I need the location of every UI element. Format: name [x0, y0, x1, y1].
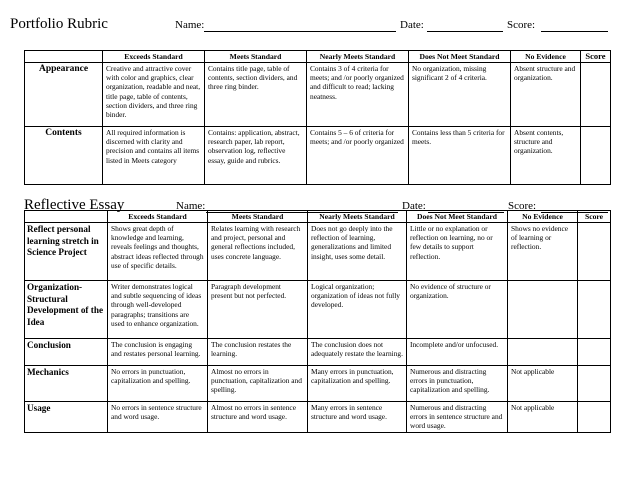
col-header-score: Score: [581, 51, 611, 63]
reflective-table: [24, 210, 611, 433]
table-cell: All required information is discerned with clarity and precision and contains all items listed in Meets category: [103, 127, 205, 185]
portfolio-score-label: Score:: [507, 19, 536, 31]
col-header-does-not: Does Not Meet Standard: [409, 51, 511, 63]
table-cell: Numerous and distracting errors in sentence structure and word usage.: [407, 402, 508, 433]
portfolio-table: [24, 50, 611, 185]
table-cell: Numerous and distracting errors in punctuation, capitalization and spelling.: [407, 366, 508, 402]
table-cell: No evidence of structure or organization.: [407, 281, 508, 339]
table-cell: Relates learning with research and project, personal and general reflections included, uses concrete language.: [208, 223, 308, 281]
reflective-name-label: Name:: [176, 200, 206, 212]
col-header-exceeds: Exceeds Standard: [103, 51, 205, 63]
table-cell: Does not go deeply into the reflection of learning, generalizations and limited insight, uses some detail.: [308, 223, 407, 281]
table-cell: Little or no explanation or reflection on learning, no or few details to support reflection.: [407, 223, 508, 281]
table-cell: Writer demonstrates logical and subtle sequencing of ideas through well-developed paragraphs; transitions are used to enhance organization.: [108, 281, 208, 339]
table-cell: Contains title page, table of contents, section dividers, and three ring binder.: [205, 63, 307, 127]
portfolio-date-line[interactable]: [427, 31, 503, 32]
table-cell: Absent contents, structure and organization.: [511, 127, 581, 185]
col-header-nearly: Nearly Meets Standard: [307, 51, 409, 63]
portfolio-date-label: Date:: [400, 19, 424, 31]
criterion-appearance: Appearance: [25, 63, 103, 127]
criterion-conclusion: Conclusion: [25, 339, 108, 366]
table-cell: Many errors in punctuation, capitalization and spelling.: [308, 366, 407, 402]
table-cell: Incomplete and/or unfocused.: [407, 339, 508, 366]
portfolio-name-line[interactable]: [204, 31, 396, 32]
corner-cell: [25, 211, 108, 223]
table-cell: Not applicable: [508, 366, 578, 402]
reflective-date-label: Date:: [402, 200, 426, 212]
table-cell: Shows no evidence of learning or reflection.: [508, 223, 578, 281]
portfolio-title: Portfolio Rubric: [10, 16, 108, 32]
table-cell: Almost no errors in sentence structure and word usage.: [208, 402, 308, 433]
score-cell[interactable]: [578, 223, 611, 281]
score-cell[interactable]: [578, 339, 611, 366]
reflective-title: Reflective Essay: [24, 197, 125, 213]
table-cell: Contains 3 of 4 criteria for meets; and /or poorly organized and difficult to read; lacking neatness.: [307, 63, 409, 127]
table-cell: [508, 339, 578, 366]
col-header-no-evidence: No Evidence: [511, 51, 581, 63]
criterion-mechanics: Mechanics: [25, 366, 108, 402]
table-cell: The conclusion is engaging and restates personal learning.: [108, 339, 208, 366]
reflective-header-row: [25, 211, 611, 223]
table-cell: [205, 127, 307, 185]
criterion-reflect: Reflect personal learning stretch in Science Project: [25, 223, 108, 281]
table-cell: The conclusion does not adequately restate the learning.: [308, 339, 407, 366]
table-row: [25, 281, 611, 339]
table-row: [25, 339, 611, 366]
corner-cell: [25, 51, 103, 63]
reflective-score-label: Score:: [508, 200, 537, 212]
table-cell: Absent structure and organization.: [511, 63, 581, 127]
col-header-no-evidence: No Evidence: [508, 211, 578, 223]
table-row: [25, 366, 611, 402]
table-cell: No errors in sentence structure and word usage.: [108, 402, 208, 433]
table-cell: Many errors in sentence structure and word usage.: [308, 402, 407, 433]
col-header-does-not: Does Not Meet Standard: [407, 211, 508, 223]
table-cell: Logical organization; organization of ideas not fully developed.: [308, 281, 407, 339]
table-cell: No errors in punctuation, capitalization and spelling.: [108, 366, 208, 402]
table-cell: Almost no errors in punctuation, capitalization and spelling.: [208, 366, 308, 402]
col-header-meets: Meets Standard: [208, 211, 308, 223]
table-cell: Contains 5 – 6 of criteria for meets; and /or poorly organized: [307, 127, 409, 185]
col-header-nearly: Nearly Meets Standard: [308, 211, 407, 223]
meets-contents-text: Contains: application, abstract, research paper, lab report, observation log, reflective essay, guide and rubrics.: [208, 128, 300, 165]
col-header-exceeds: Exceeds Standard: [108, 211, 208, 223]
table-cell: Shows great depth of knowledge and learning, reveals feelings and thoughts, abstract ideas reflected through use of specific details.: [108, 223, 208, 281]
score-cell[interactable]: [581, 127, 611, 185]
score-cell[interactable]: [578, 402, 611, 433]
portfolio-name-label: Name:: [175, 19, 205, 31]
table-cell: No organization, missing significant 2 of 4 criteria.: [409, 63, 511, 127]
table-cell: Contains less than 5 criteria for meets.: [409, 127, 511, 185]
col-header-score: Score: [578, 211, 611, 223]
table-cell: Paragraph development present but not perfected.: [208, 281, 308, 339]
score-cell[interactable]: [578, 366, 611, 402]
table-cell: [508, 281, 578, 339]
col-header-meets: Meets Standard: [205, 51, 307, 63]
table-row: [25, 127, 611, 185]
criterion-usage: Usage: [25, 402, 108, 433]
score-cell[interactable]: [581, 63, 611, 127]
table-row: [25, 63, 611, 127]
table-row: [25, 402, 611, 433]
table-cell: Creative and attractive cover with color and graphics, clear organization, readable and neat, title page, table of contents, section dividers, and three ring binder.: [103, 63, 205, 127]
portfolio-header-row: [25, 51, 611, 63]
portfolio-score-line[interactable]: [541, 31, 608, 32]
portfolio-header: [0, 16, 638, 36]
table-cell: The conclusion restates the learning.: [208, 339, 308, 366]
table-cell: Not applicable: [508, 402, 578, 433]
table-row: [25, 223, 611, 281]
score-cell[interactable]: [578, 281, 611, 339]
criterion-organization: Organization- Structural Development of the Idea: [25, 281, 108, 339]
criterion-contents: Contents: [25, 127, 103, 185]
